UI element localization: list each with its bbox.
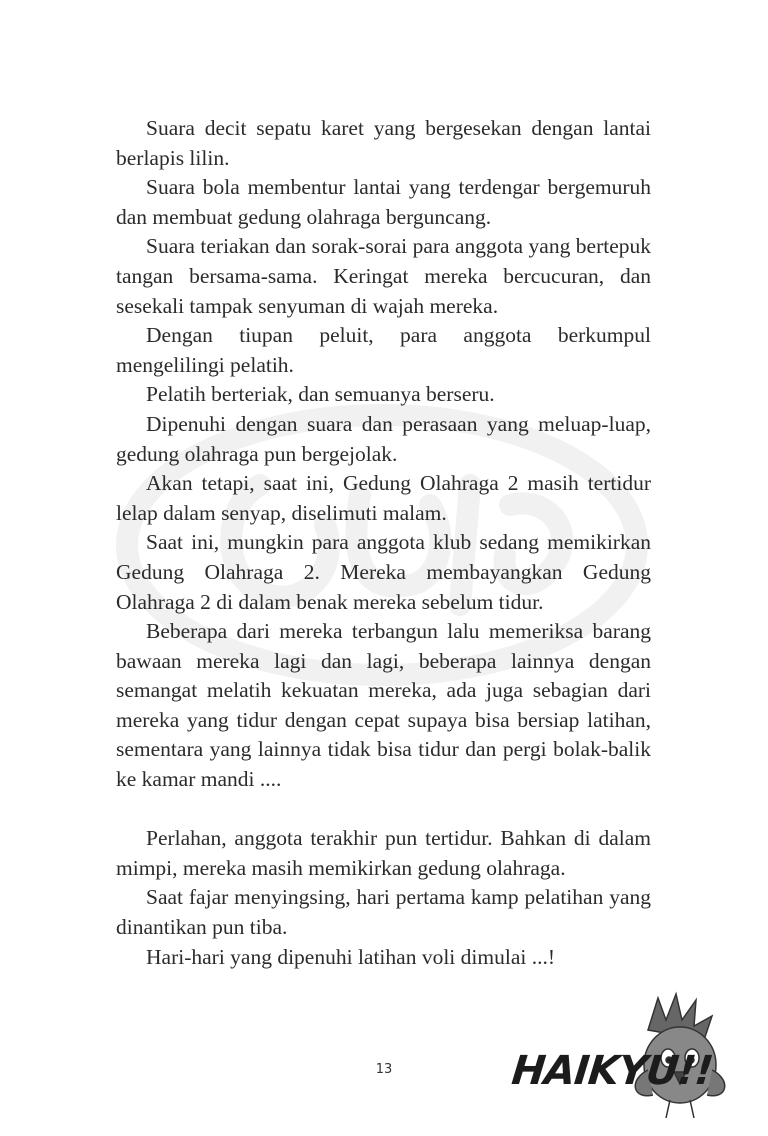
logo-text: HAIKYU!! bbox=[509, 1048, 715, 1094]
paragraph: Hari-hari yang dipenuhi latihan voli dimulai ...! bbox=[146, 944, 555, 969]
paragraph: Suara teriakan dan sorak-sorai para anggota yang bertepuk tangan bersama-sama. Keringat mereka bercucuran, dan sesekali tampak senyuman di wajah mereka. bbox=[116, 234, 651, 318]
paragraph: Pelatih berteriak, dan semuanya berseru. bbox=[146, 382, 495, 407]
paragraph: Dipenuhi dengan suara dan perasaan yang meluap-luap, gedung olahraga pun bergejolak. bbox=[116, 411, 651, 466]
section-break bbox=[116, 795, 651, 825]
paragraph: Perlahan, anggota terakhir pun tertidur. Bahkan di dalam mimpi, mereka masih memikirkan gedung olahraga. bbox=[116, 826, 651, 880]
paragraph: Suara decit sepatu karet yang bergesekan dengan lantai berlapis lilin. bbox=[116, 116, 651, 170]
haikyu-logo bbox=[508, 990, 758, 1125]
body-text bbox=[116, 114, 651, 972]
paragraph: Saat fajar menyingsing, hari pertama kamp pelatihan yang dinantikan pun tiba. bbox=[116, 885, 651, 940]
paragraph: Beberapa dari mereka terbangun lalu memeriksa barang bawaan mereka lagi dan lagi, beberapa lainnya dengan semangat melatih kekuatan mereka, ada juga sebagian dari mereka yang tidur dengan cepat supaya bisa bersiap latihan, sementara yang lainnya tidak bisa tidur dan pergi bolak-balik ke kamar mandi .... bbox=[116, 619, 651, 792]
paragraph: Suara bola membentur lantai yang terdengar bergemuruh dan membuat gedung olahraga berguncang. bbox=[116, 175, 651, 229]
paragraph: Saat ini, mungkin para anggota klub sedang memikirkan Gedung Olahraga 2. Mereka membayangkan Gedung Olahraga 2 di dalam benak mereka sebelum tidur. bbox=[116, 530, 651, 614]
paragraph: Akan tetapi, saat ini, Gedung Olahraga 2 masih tertidur lelap dalam senyap, diselimuti malam. bbox=[116, 471, 651, 525]
page-number: 13 bbox=[375, 1062, 393, 1077]
paragraph: Dengan tiupan peluit, para anggota berkumpul mengelilingi pelatih. bbox=[116, 323, 651, 377]
